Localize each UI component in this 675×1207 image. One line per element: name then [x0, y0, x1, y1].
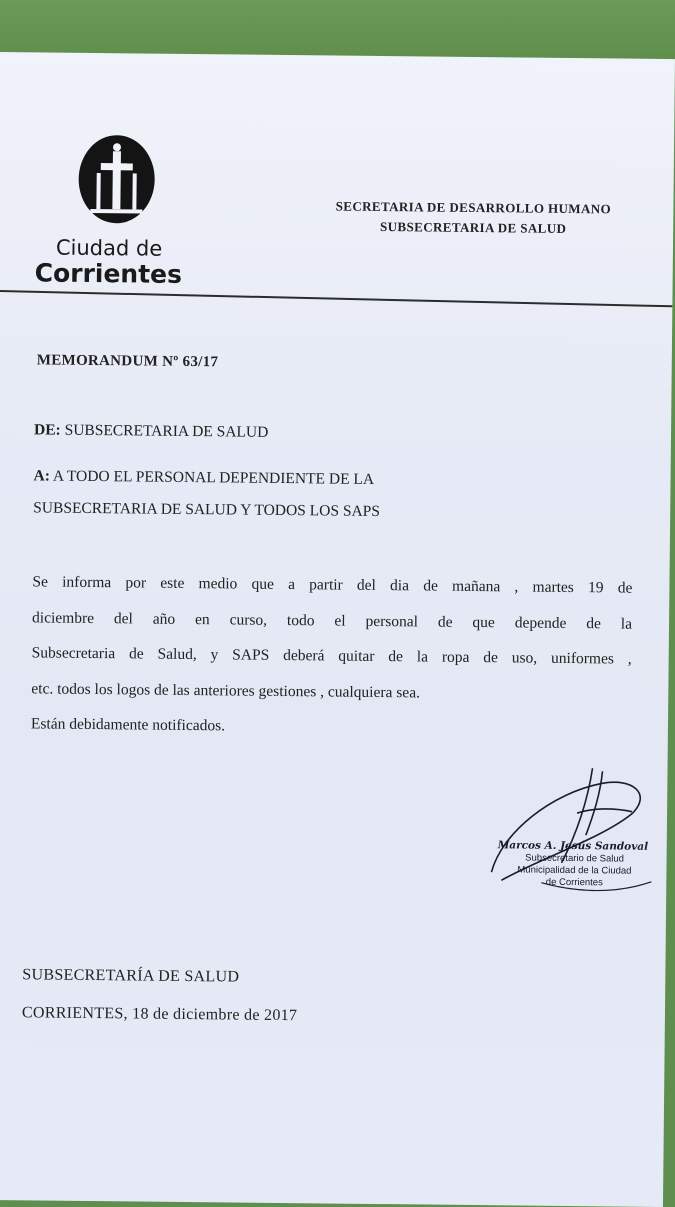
from-line — [34, 421, 268, 441]
memo-title: MEMORANDUM Nº 63/17 — [36, 352, 219, 371]
signatory-city: de Corrientes — [545, 876, 603, 889]
secretaria-name: SECRETARIA DE DESARROLLO HUMANO — [335, 198, 612, 217]
logo-text-city: Ciudad de — [55, 235, 163, 261]
signatory-org: Municipalidad de la Ciudad — [517, 864, 632, 877]
body-line: Están debidamente notificados. — [30, 715, 226, 735]
signatory-title: Subsecretario de Salud — [525, 852, 625, 865]
footer-date: CORRIENTES, 18 de diciembre de 2017 — [21, 1004, 298, 1025]
letterhead-org — [298, 196, 648, 240]
footer-office: SUBSECRETARÍA DE SALUD — [22, 966, 240, 986]
to-line — [33, 467, 374, 489]
body-line: etc. todos los logos de las anteriores gestiones , cualquiera sea. — [31, 679, 421, 701]
body-line: Se informa por este medio que a partir del dia de mañana , martes 19 de — [32, 573, 633, 597]
to-value-line1: A TODO EL PERSONAL DEPENDIENTE DE LA — [52, 467, 375, 488]
signatory-stamp — [499, 852, 649, 890]
header-divider — [0, 290, 672, 307]
body-line: diciembre del año en curso, todo el personal de que depende de la — [31, 608, 633, 633]
to-label: A: — [33, 467, 51, 485]
city-logo-icon — [76, 133, 157, 226]
from-value: SUBSECRETARIA DE SALUD — [64, 421, 269, 441]
from-label: DE: — [33, 421, 61, 439]
logo-text-name: Corrientes — [34, 258, 183, 289]
memo-document — [0, 52, 675, 1207]
body-line: Subsecretaria de Salud, y SAPS deberá quitar de la ropa de uso, uniformes , — [31, 644, 632, 668]
signatory-name: Marcos A. Jesús Sandoval — [497, 839, 649, 853]
memo-body — [31, 564, 633, 748]
subsecretaria-name: SUBSECRETARIA DE SALUD — [379, 218, 567, 236]
to-value-line2: SUBSECRETARIA DE SALUD Y TODOS LOS SAPS — [33, 499, 381, 521]
